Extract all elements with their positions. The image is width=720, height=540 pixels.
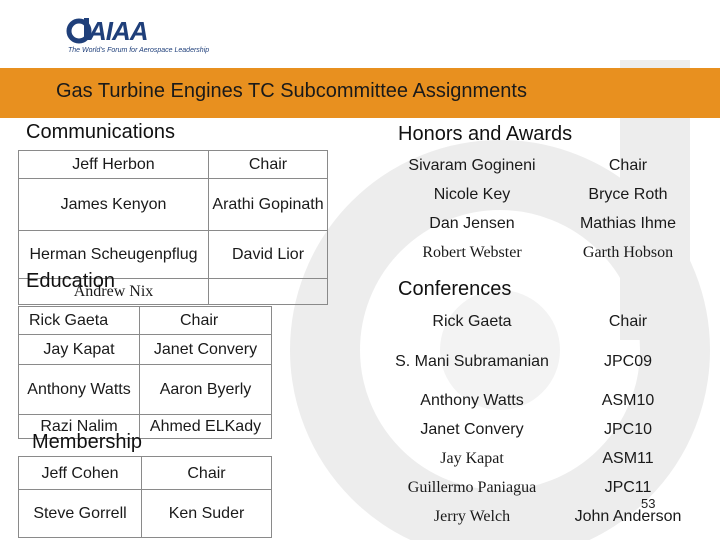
table-cell: Razi Nalim: [19, 415, 140, 439]
table-cell: Rick Gaeta: [432, 313, 512, 330]
table-cell: Jeff Cohen: [19, 457, 142, 490]
table-row: [19, 307, 272, 335]
table-cell: Guillermo Paniagua: [407, 479, 537, 496]
table-row: [390, 209, 702, 238]
table-row: [390, 180, 702, 209]
table-cell: Anthony Watts: [420, 392, 524, 409]
table-cell: Chair: [608, 313, 648, 330]
table-cell: ASM10: [601, 392, 655, 409]
table-cell: Mathias Ihme: [579, 215, 677, 232]
table-cell: S. Mani Subramanian: [395, 352, 549, 370]
table-cell: Janet Convery: [420, 421, 524, 438]
table-cell: Robert Webster: [422, 244, 522, 261]
table-cell: David Lior: [209, 231, 328, 279]
table-row: [390, 307, 702, 336]
table-cell: JPC11: [604, 479, 652, 496]
table-cell: John Anderson: [574, 507, 682, 525]
table-row: [390, 238, 702, 267]
table-cell: Aaron Byerly: [140, 365, 272, 415]
table-cell: Rick Gaeta: [19, 307, 140, 335]
table-cell: Jay Kapat: [19, 335, 140, 365]
table-cell: Chair: [608, 157, 648, 174]
table-cell: Sivaram Gogineni: [408, 157, 536, 174]
logo-wordmark: AIAA: [88, 16, 148, 46]
table-cell: James Kenyon: [19, 179, 209, 231]
table-row: [19, 457, 272, 490]
honors-table: [390, 151, 702, 267]
table-row: [390, 336, 702, 386]
table-cell: Bryce Roth: [588, 186, 668, 203]
table-row: [390, 386, 702, 415]
table-cell: Janet Convery: [140, 335, 272, 365]
table-cell: Nicole Key: [433, 186, 511, 203]
table-cell: Chair: [140, 307, 272, 335]
table-cell: [209, 279, 328, 305]
honors-heading: Honors and Awards: [398, 123, 573, 145]
table-row: [390, 444, 702, 473]
table-cell: Jay Kapat: [440, 450, 504, 467]
page-title: Gas Turbine Engines TC Subcommittee Assignments: [56, 80, 527, 102]
table-row: [19, 490, 272, 538]
table-cell: ASM11: [602, 450, 654, 467]
table-row: [390, 151, 702, 180]
table-row: [19, 365, 272, 415]
table-cell: Ken Suder: [142, 490, 272, 538]
table-row: [19, 151, 328, 179]
education-table: [18, 306, 272, 439]
table-cell: Steve Gorrell: [19, 490, 142, 538]
table-cell: Dan Jensen: [429, 215, 515, 232]
education-heading: Education: [26, 270, 115, 292]
table-cell: Ahmed ELKady: [140, 415, 272, 439]
table-row: [19, 335, 272, 365]
table-cell: Arathi Gopinath: [209, 179, 328, 231]
membership-heading: Membership: [32, 431, 143, 453]
table-cell: Chair: [142, 457, 272, 490]
table-cell: Garth Hobson: [582, 244, 674, 261]
aiaa-logo: [66, 14, 210, 58]
page-number: 53: [641, 496, 656, 511]
table-cell: Jeff Herbon: [19, 151, 209, 179]
table-row: [390, 415, 702, 444]
table-cell: Andrew Nix: [19, 279, 209, 305]
membership-table: [18, 456, 272, 538]
logo-tagline: The World's Forum for Aerospace Leadership: [68, 47, 210, 54]
table-cell: Anthony Watts: [19, 365, 140, 415]
table-row: [19, 179, 328, 231]
table-cell: Chair: [209, 151, 328, 179]
conferences-heading: Conferences: [398, 278, 512, 300]
table-cell: Herman Scheugenpflug: [19, 231, 209, 279]
communications-heading: Communications: [26, 121, 175, 143]
table-cell: JPC10: [603, 421, 653, 438]
table-cell: JPC09: [603, 352, 653, 370]
table-cell: Jerry Welch: [433, 507, 511, 525]
